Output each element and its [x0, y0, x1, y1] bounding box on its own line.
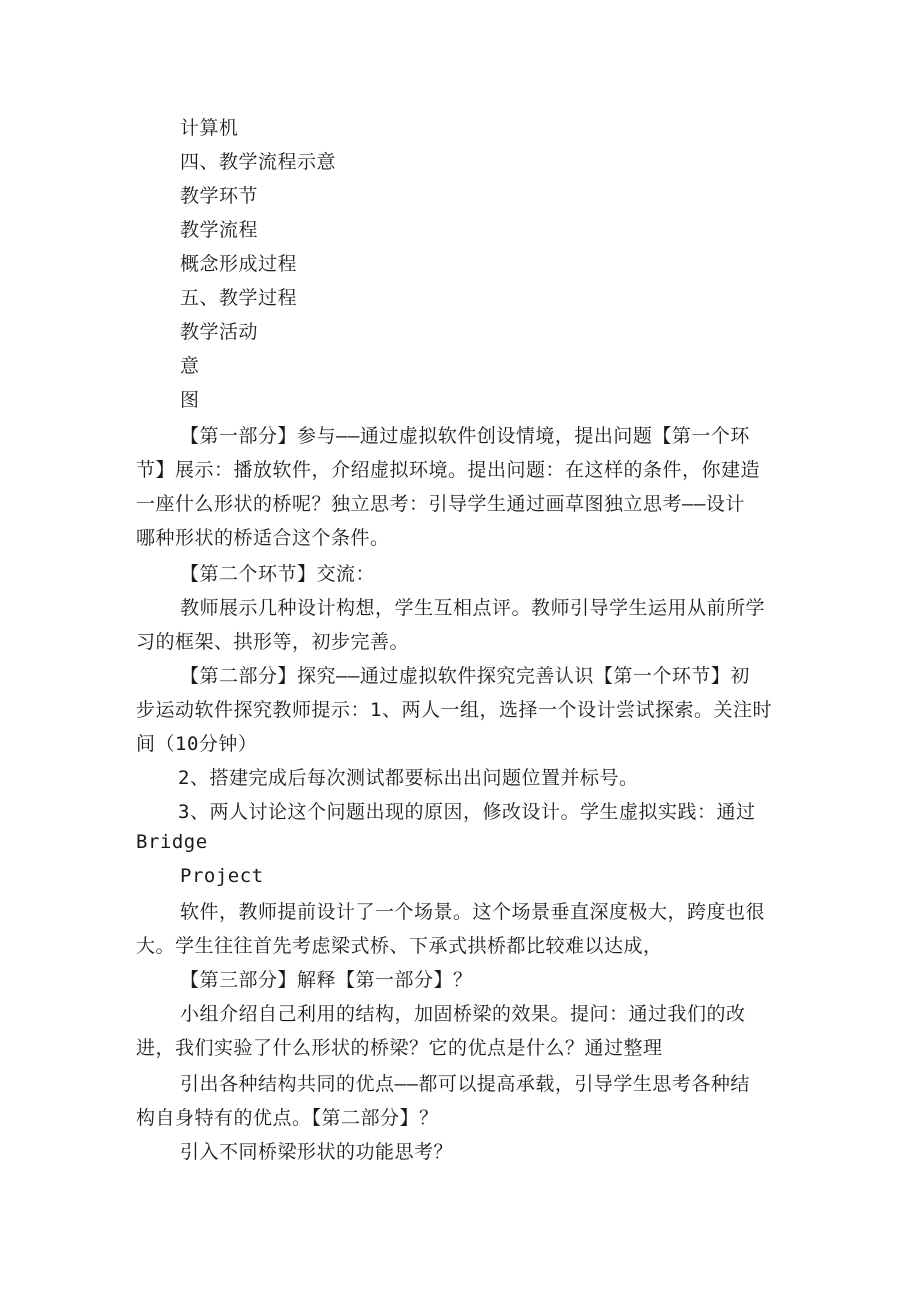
paragraph-line: 哪种形状的桥适合这个条件。 — [136, 527, 390, 549]
paragraph-line: 构自身特有的优点。【第二部分】？ — [136, 1107, 439, 1129]
paragraph-line: 【第二部分】探究——通过虚拟软件探究完善认识【第一个环节】初 — [180, 665, 750, 687]
text-line-intent: 意 — [180, 355, 200, 377]
paragraph-line: 一座什么形状的桥呢？独立思考：引导学生通过画草图独立思考——设计 — [136, 493, 745, 515]
paragraph-line: 大。学生往往首先考虑梁式桥、下承式拱桥都比较难以达成， — [136, 935, 663, 957]
paragraph-line: 间（10分钟） — [136, 733, 258, 755]
paragraph-line: 【第二个环节】交流： — [180, 563, 376, 585]
text-line-teaching-activity: 教学活动 — [180, 321, 259, 343]
text-line-teaching-process: 教学流程 — [180, 219, 259, 241]
paragraph-line: 教师展示几种设计构想，学生互相点评。教师引导学生运用从前所学 — [180, 597, 766, 619]
paragraph-line: 引出各种结构共同的优点——都可以提高承载，引导学生思考各种结 — [180, 1073, 750, 1095]
paragraph-line: 3、两人讨论这个问题出现的原因，修改设计。学生虚拟实践：通过 — [178, 801, 756, 823]
text-line-diagram: 图 — [180, 389, 200, 411]
paragraph-line: 进，我们实验了什么形状的桥梁？它的优点是什么？通过整理 — [136, 1037, 663, 1059]
paragraph-line: Bridge — [136, 831, 208, 853]
text-line-teaching-stage: 教学环节 — [180, 185, 259, 207]
paragraph-line: 节】展示：播放软件，介绍虚拟环境。提出问题：在这样的条件，你建造 — [136, 459, 761, 481]
paragraph-line: 【第三部分】解释【第一部分】？ — [180, 969, 473, 991]
paragraph-line: 习的框架、拱形等，初步完善。 — [136, 631, 410, 653]
text-line-concept-formation: 概念形成过程 — [180, 253, 298, 275]
text-line-computer: 计算机 — [180, 117, 239, 139]
paragraph-line: 软件，教师提前设计了一个场景。这个场景垂直深度极大，跨度也很 — [180, 901, 766, 923]
paragraph-line: 步运动软件探究教师提示：1、两人一组，选择一个设计尝试探索。关注时 — [136, 699, 772, 721]
paragraph-line: 【第一部分】参与——通过虚拟软件创设情境，提出问题【第一个环 — [180, 425, 750, 447]
paragraph-line: 引入不同桥梁形状的功能思考？ — [180, 1141, 454, 1163]
section-heading-teaching-process: 五、教学过程 — [180, 287, 298, 309]
paragraph-line: 2、搭建完成后每次测试都要标出出问题位置并标号。 — [178, 767, 639, 789]
paragraph-line: Project — [180, 865, 264, 887]
section-heading-teaching-flow: 四、教学流程示意 — [180, 151, 337, 173]
paragraph-line: 小组介绍自己利用的结构，加固桥梁的效果。提问：通过我们的改 — [180, 1003, 746, 1025]
